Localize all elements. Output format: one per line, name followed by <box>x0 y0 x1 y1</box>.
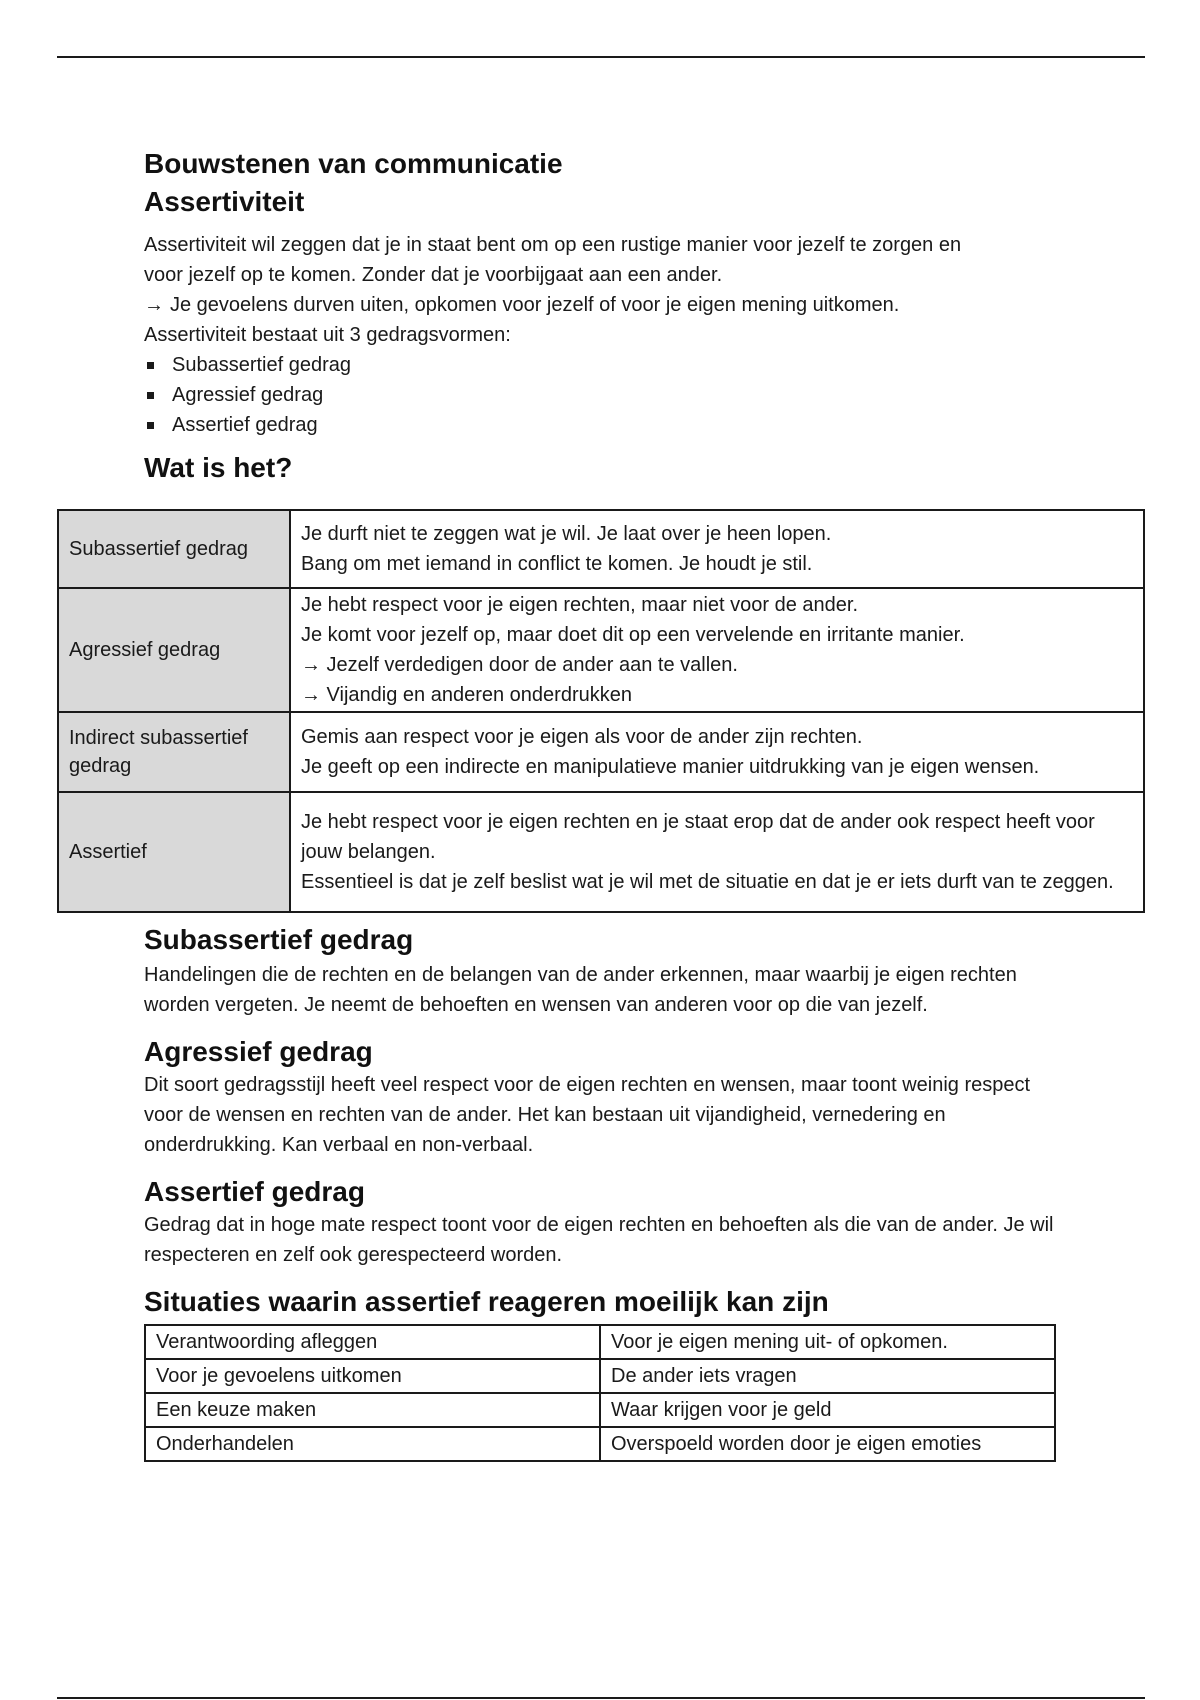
intro-section <box>144 146 1074 488</box>
description-line: → Jezelf verdedigen door de ander aan te vallen. <box>301 654 738 676</box>
table-row <box>58 588 1144 712</box>
intro-line-2: voor jezelf op te komen. Zonder dat je voorbijgaat aan een ander. <box>144 264 723 286</box>
assertief-heading: Assertief gedrag <box>144 1176 365 1207</box>
row-description <box>290 712 1144 792</box>
gedragsvormen-list <box>144 350 1074 440</box>
header-rule <box>57 56 1145 58</box>
assertiviteit-heading: Assertiviteit <box>144 186 305 217</box>
description-line: Bang om met iemand in conflict te komen. Je houdt je stil. <box>301 553 813 575</box>
row-label: Agressief gedrag <box>58 588 290 712</box>
description-line: Je geeft op een indirecte en manipulatieve manier uitdrukking van je eigen wensen. <box>301 756 1040 778</box>
table-row <box>145 1427 1055 1461</box>
wat-is-het-table <box>57 509 1145 913</box>
table-row <box>145 1393 1055 1427</box>
table-cell: De ander iets vragen <box>600 1359 1055 1393</box>
description-line: → Vijandig en anderen onderdrukken <box>301 684 632 706</box>
situaties-table <box>144 1324 1056 1462</box>
table-cell: Verantwoording afleggen <box>145 1325 600 1359</box>
table-cell: Overspoeld worden door je eigen emoties <box>600 1427 1055 1461</box>
list-item: Subassertief gedrag <box>144 350 1074 380</box>
row-description <box>290 510 1144 588</box>
table-row <box>58 510 1144 588</box>
arrow-icon: → <box>144 294 164 316</box>
description-line: Essentieel is dat je zelf beslist wat je wil met de situatie en dat je er iets durft van te zeggen. <box>301 871 1114 893</box>
situaties-heading: Situaties waarin assertief reageren moeilijk kan zijn <box>144 1286 829 1317</box>
description-line: Je hebt respect voor je eigen rechten en je staat erop dat de ander ook respect heeft voor jouw belangen. <box>301 811 1095 863</box>
row-description <box>290 792 1144 912</box>
table-row <box>145 1325 1055 1359</box>
list-item: Agressief gedrag <box>144 380 1074 410</box>
agressief-text: Dit soort gedragsstijl heeft veel respect voor de eigen rechten en wensen, maar toont weinig respect voor de wensen en rechten van de ander. Het kan bestaan uit vijandigheid, vernedering en onderdrukking. Kan verbaal en non-verbaal. <box>144 1074 1031 1156</box>
description-line: Je hebt respect voor je eigen rechten, maar niet voor de ander. <box>301 594 859 616</box>
list-item: Assertief gedrag <box>144 410 1074 440</box>
arrow-line-text: Je gevoelens durven uiten, opkomen voor jezelf of voor je eigen mening uitkomen. <box>170 294 900 316</box>
bullets-intro: Assertiviteit bestaat uit 3 gedragsvormen: <box>144 324 511 346</box>
explanations-section <box>144 920 1074 1462</box>
table-row <box>58 792 1144 912</box>
description-line: Je komt voor jezelf op, maar doet dit op een vervelende en irritante manier. <box>301 624 965 646</box>
table-cell: Een keuze maken <box>145 1393 600 1427</box>
wat-is-het-heading: Wat is het? <box>144 452 293 483</box>
row-description <box>290 588 1144 712</box>
assertief-text: Gedrag dat in hoge mate respect toont voor de eigen rechten en behoeften als die van de ander. Je wil respecteren en zelf ook gerespecteerd worden. <box>144 1214 1054 1266</box>
table-cell: Waar krijgen voor je geld <box>600 1393 1055 1427</box>
subassertief-heading: Subassertief gedrag <box>144 924 414 955</box>
subassertief-text: Handelingen die de rechten en de belangen van de ander erkennen, maar waarbij je eigen rechten worden vergeten. Je neemt de behoeften en wensen van anderen voor op die van jezelf. <box>144 964 1017 1016</box>
description-line: Gemis aan respect voor je eigen als voor de ander zijn rechten. <box>301 726 863 748</box>
intro-line-1: Assertiviteit wil zeggen dat je in staat bent om op een rustige manier voor jezelf te zorgen en <box>144 234 962 256</box>
table-row <box>145 1359 1055 1393</box>
table-cell: Voor je eigen mening uit- of opkomen. <box>600 1325 1055 1359</box>
table-cell: Onderhandelen <box>145 1427 600 1461</box>
row-label: Subassertief gedrag <box>58 510 290 588</box>
row-label: Indirect subassertief gedrag <box>58 712 290 792</box>
table-cell: Voor je gevoelens uitkomen <box>145 1359 600 1393</box>
agressief-heading: Agressief gedrag <box>144 1036 373 1067</box>
table-row <box>58 712 1144 792</box>
document-title: Bouwstenen van communicatie <box>144 148 563 179</box>
row-label: Assertief <box>58 792 290 912</box>
description-line: Je durft niet te zeggen wat je wil. Je laat over je heen lopen. <box>301 523 832 545</box>
arrow-line <box>144 290 1074 320</box>
footer-rule <box>57 1697 1145 1699</box>
